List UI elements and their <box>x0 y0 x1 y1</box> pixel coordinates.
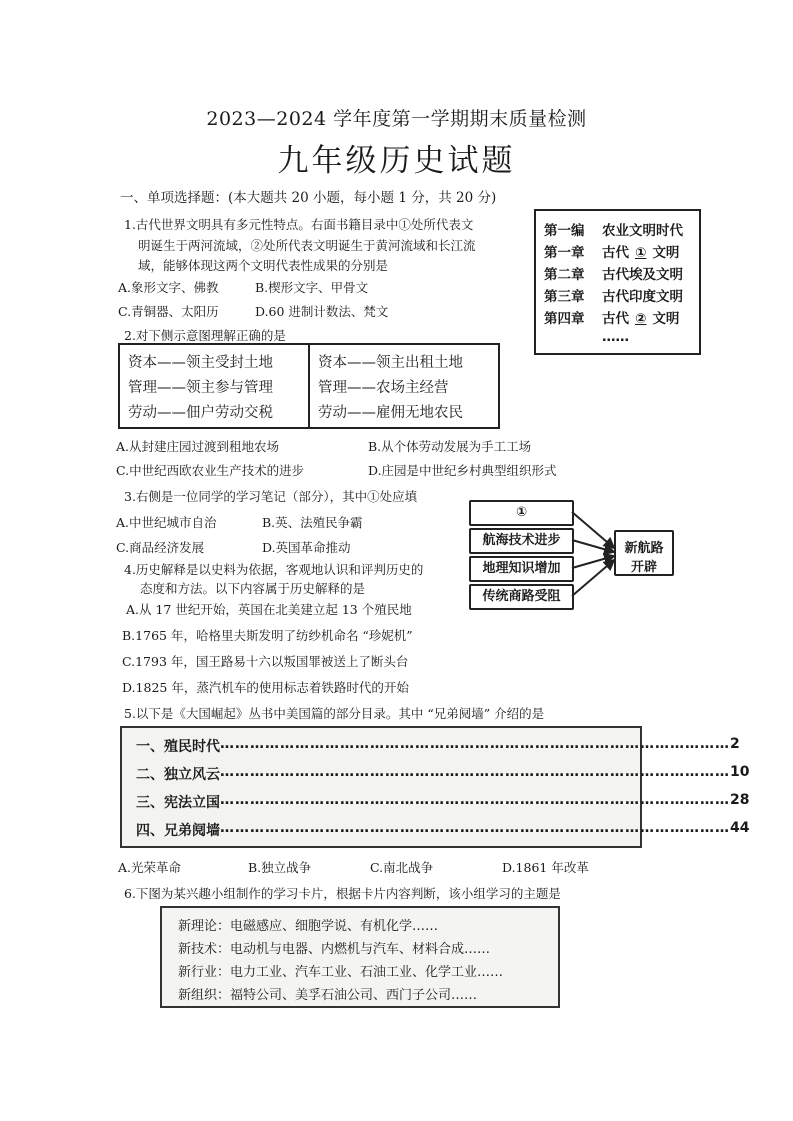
q5-entry-3-page: 28 <box>730 792 750 808</box>
toc-row-1 <box>544 219 683 239</box>
q1-option-b: B.楔形文字、甲骨文 <box>255 280 369 295</box>
toc-row-5-prefix: 古代 <box>602 311 629 327</box>
toc-row-1-title: 农业文明时代 <box>602 223 683 239</box>
q3-stem: 3.右侧是一位同学的学习笔记（部分），其中①处应填 <box>124 489 418 504</box>
toc-row-3 <box>544 263 683 283</box>
q5-entry-3 <box>136 792 750 812</box>
q1-option-a: A.象形文字、佛教 <box>118 280 219 295</box>
q1-option-d: D.60 进制计数法、梵文 <box>255 304 389 319</box>
q2-right-row-2: 管理——农场主经营 <box>318 380 449 396</box>
toc-blank-1: ① <box>635 245 647 261</box>
q5-entry-4-page: 44 <box>730 820 750 836</box>
toc-row-2-suffix: 文明 <box>652 245 680 261</box>
toc-row-6: …… <box>602 329 629 345</box>
q5-entry-1-label: 一、殖民时代 <box>136 739 220 755</box>
q5-entry-1-page: 2 <box>730 736 740 752</box>
q3-option-b: B.英、法殖民争霸 <box>262 515 363 530</box>
q2-left-row-2: 管理——领主参与管理 <box>128 380 273 396</box>
q5-stem: 5.以下是《大国崛起》丛书中美国篇的部分目录。其中 “兄弟阋墙” 介绍的是 <box>124 706 545 721</box>
q3-result-box <box>614 530 674 576</box>
q2-left-row-3: 劳动——佃户劳动交税 <box>128 405 273 421</box>
q2-option-c: C.中世纪西欧农业生产技术的进步 <box>116 463 305 478</box>
q3-box-trade-routes: 传统商路受阻 <box>469 584 574 610</box>
q4-option-a: A.从 17 世纪开始，英国在北美建立起 13 个殖民地 <box>126 602 412 617</box>
q1-stem-line3: 域，能够体现这两个文明代表性成果的分别是 <box>138 258 389 273</box>
toc-row-5-chapter: 第四章 <box>544 311 585 327</box>
q4-stem-line1: 4.历史解释是以史料为依据，客观地认识和评判历史的 <box>124 562 424 577</box>
q6-card-line-organization: 新组织：福特公司、美孚石油公司、西门子公司…… <box>178 988 478 1003</box>
toc-row-2-chapter: 第一章 <box>544 245 585 261</box>
q5-entry-2-page: 10 <box>730 764 750 780</box>
toc-row-3-title: 古代埃及文明 <box>602 267 683 283</box>
q3-option-d: D.英国革命推动 <box>262 540 351 555</box>
q3-result-line2: 开辟 <box>630 560 657 575</box>
toc-row-4 <box>544 285 683 305</box>
toc-row-4-title: 古代印度文明 <box>602 289 683 305</box>
q5-option-b: B.独立战争 <box>248 860 312 875</box>
q1-stem-line2: 明诞生于两河流域，②处所代表文明诞生于黄河流域和长江流 <box>138 238 476 253</box>
q5-option-a: A.光荣革命 <box>118 860 182 875</box>
q5-entry-4-label: 四、兄弟阋墙 <box>136 823 220 839</box>
q5-entry-1 <box>136 736 740 756</box>
q2-right-row-1: 资本——领主出租土地 <box>318 355 463 371</box>
toc-row-5-suffix: 文明 <box>652 311 680 327</box>
q3-option-a: A.中世纪城市自治 <box>116 515 217 530</box>
q2-option-b: B.从个体劳动发展为手工工场 <box>368 439 532 454</box>
q5-option-d: D.1861 年改革 <box>502 860 589 875</box>
q2-comparison-diagram <box>118 343 500 429</box>
q1-stem-line1: 1.古代世界文明具有多元性特点。右面书籍目录中①处所代表文 <box>124 217 474 232</box>
q3-box-navigation: 航海技术进步 <box>469 528 574 554</box>
q2-option-d: D.庄园是中世纪乡村典型组织形式 <box>368 463 557 478</box>
q5-entry-2-leader: ………………………………………………………………………………………… <box>220 764 730 780</box>
toc-row-2-prefix: 古代 <box>602 245 629 261</box>
q4-option-d: D.1825 年，蒸汽机车的使用标志着铁路时代的开始 <box>122 680 409 695</box>
q4-stem-line2: 态度和方法。以下内容属于历史解释的是 <box>140 581 366 596</box>
q2-right-row-3: 劳动——雇佣无地农民 <box>318 405 463 421</box>
q2-stem: 2.对下侧示意图理解正确的是 <box>124 328 286 343</box>
q5-entry-2 <box>136 764 750 784</box>
q2-left-row-1: 资本——领主受封土地 <box>128 355 273 371</box>
toc-row-3-chapter: 第二章 <box>544 267 585 283</box>
q6-card-line-theory: 新理论：电磁感应、细胞学说、有机化学…… <box>178 919 439 934</box>
q4-option-c: C.1793 年，国王路易十六以叛国罪被送上了断头台 <box>122 654 409 669</box>
q2-left-column <box>120 345 310 427</box>
q6-card-line-industry: 新行业：电力工业、汽车工业、石油工业、化学工业…… <box>178 965 504 980</box>
toc-row-4-chapter: 第三章 <box>544 289 585 305</box>
q6-stem: 6.下图为某兴趣小组制作的学习卡片，根据卡片内容判断，该小组学习的主题是 <box>124 886 561 901</box>
q1-option-c: C.青铜器、太阳历 <box>118 304 219 319</box>
section-heading: 一、单项选择题：(本大题共 20 小题，每小题 1 分，共 20 分) <box>120 190 497 206</box>
q3-box-blank: ① <box>469 500 574 526</box>
exam-subtitle: 2023—2024 学年度第一学期期末质量检测 <box>206 108 587 130</box>
q5-entry-4 <box>136 820 750 840</box>
q5-entry-1-leader: ………………………………………………………………………………………… <box>220 736 730 752</box>
q3-result-line1: 新航路 <box>624 541 664 556</box>
q6-card-line-technology: 新技术：电动机与电器、内燃机与汽车、材料合成…… <box>178 942 491 957</box>
exam-title: 九年级历史试题 <box>277 143 516 179</box>
q4-option-b: B.1765 年，哈格里夫斯发明了纺纱机命名 “珍妮机” <box>122 628 413 643</box>
q2-option-a: A.从封建庄园过渡到租地农场 <box>116 439 280 454</box>
q2-right-column <box>310 345 498 427</box>
q5-entry-3-label: 三、宪法立国 <box>136 795 220 811</box>
q5-entry-3-leader: ………………………………………………………………………………………… <box>220 792 730 808</box>
q5-entry-2-label: 二、独立风云 <box>136 767 220 783</box>
toc-blank-2: ② <box>635 311 647 327</box>
q3-arrows <box>572 500 618 610</box>
q5-entry-4-leader: ………………………………………………………………………………………… <box>220 820 730 836</box>
q3-option-c: C.商品经济发展 <box>116 540 205 555</box>
q5-option-c: C.南北战争 <box>370 860 434 875</box>
q6-study-card <box>160 906 560 1008</box>
toc-row-1-part: 第一编 <box>544 223 585 239</box>
q5-directory-box <box>120 726 750 848</box>
q3-box-geography: 地理知识增加 <box>469 556 574 582</box>
q1-book-contents-box <box>534 209 701 355</box>
toc-row-2 <box>544 241 679 261</box>
toc-row-5 <box>544 307 679 327</box>
